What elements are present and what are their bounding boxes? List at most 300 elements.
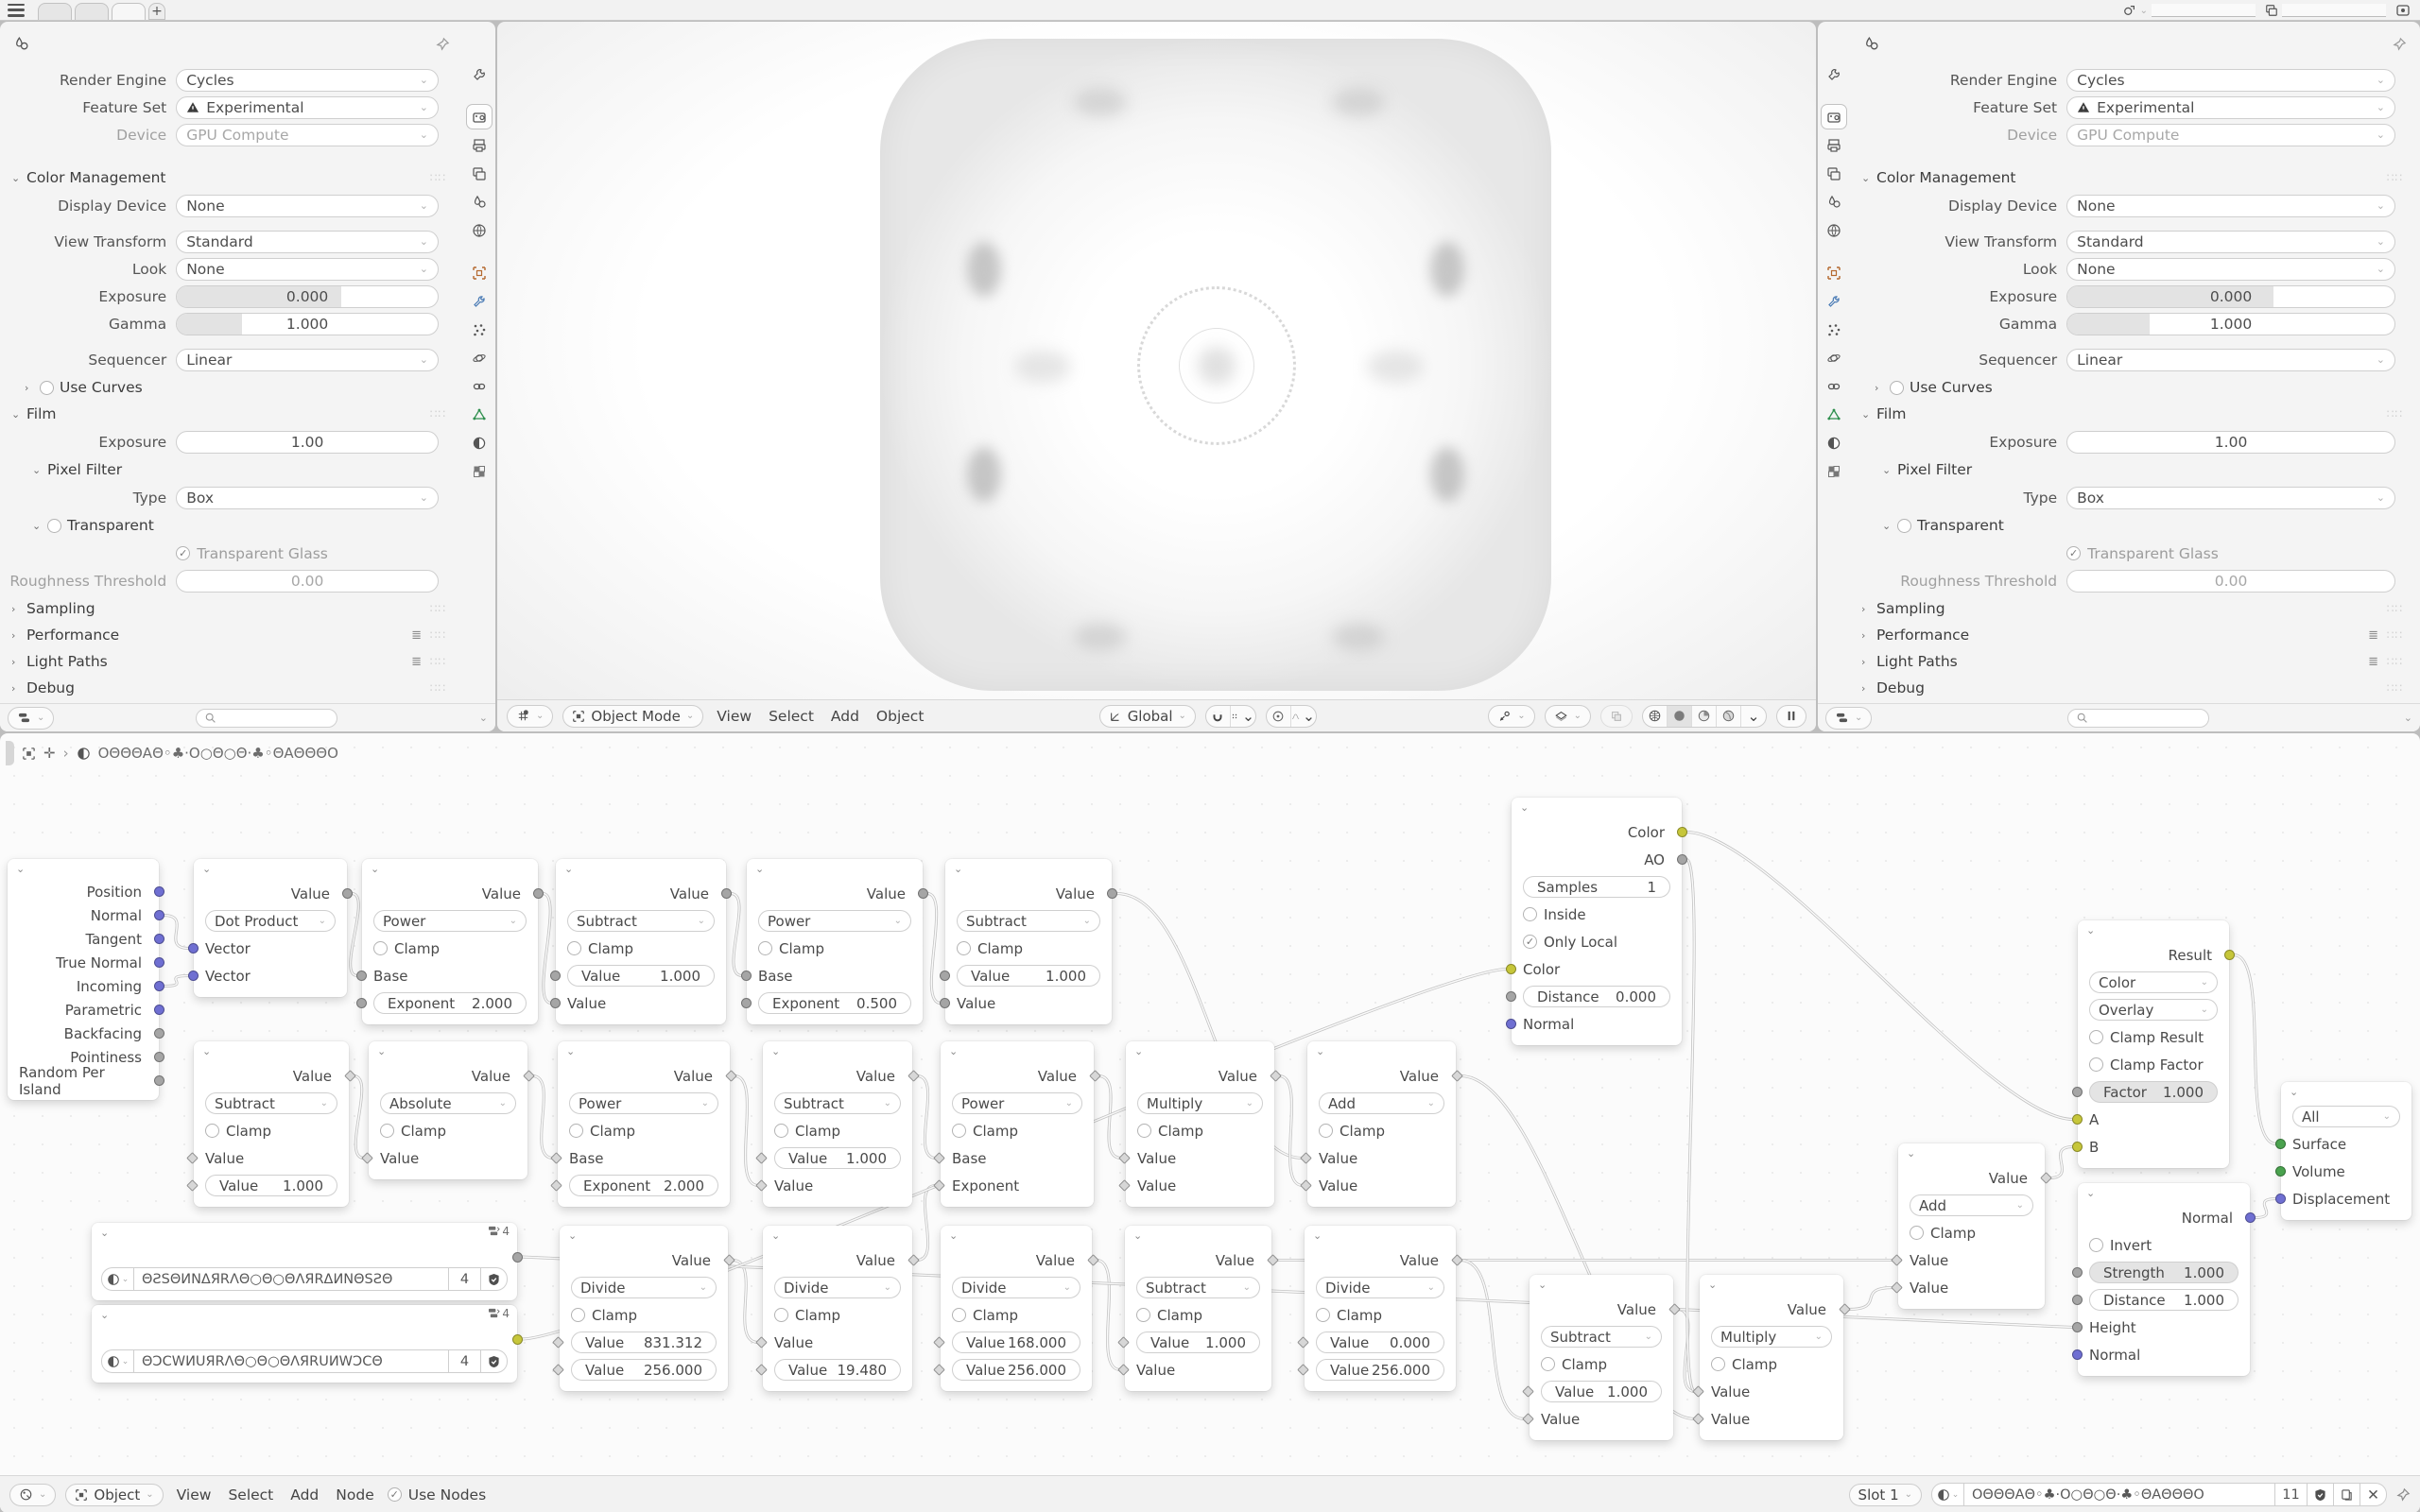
node-power3[interactable] [558,1041,730,1207]
node-header[interactable] [1512,798,1682,818]
output-socket[interactable] [154,1028,164,1039]
node-power2[interactable] [747,859,923,1024]
node-header[interactable] [558,1041,730,1062]
properties-tab-world[interactable] [1821,217,1847,243]
output-socket[interactable] [154,957,164,968]
checkbox-icon[interactable] [567,941,581,955]
footer-dropdown-icon[interactable]: ⌄ [478,712,488,724]
workspace-tab-1[interactable] [38,3,72,20]
use-nodes-checkbox[interactable]: ✓ Use Nodes [388,1486,486,1503]
node-ao[interactable] [1512,798,1682,1045]
node-power4[interactable] [941,1041,1094,1207]
collapse-chevron-icon[interactable]: ⌄ [100,1309,110,1321]
node-header[interactable] [8,859,159,880]
add-workspace-button[interactable]: + [148,3,165,20]
datablock-user-count[interactable]: 4 [449,1349,481,1373]
menu-view[interactable]: View [717,707,752,725]
output-socket[interactable] [1677,827,1687,837]
properties-tab-output[interactable] [466,132,493,158]
operation-select[interactable] [1319,1092,1444,1114]
properties-tab-viewlayer[interactable] [466,161,493,186]
node-header[interactable] [763,1226,912,1246]
collapse-chevron-icon[interactable]: ⌄ [2086,1187,2096,1199]
section-use-curves[interactable] [0,374,463,401]
value-field[interactable] [774,1147,901,1169]
input-socket[interactable] [2072,1267,2083,1278]
input-socket[interactable] [356,971,367,981]
section-color-management[interactable] [1850,164,2420,191]
overlays-toggle[interactable]: ⌄ [1545,705,1591,728]
output-socket[interactable] [2224,950,2235,960]
node-menu-select[interactable]: Select [228,1486,274,1503]
node-header[interactable] [194,1041,349,1062]
node-header[interactable] [1700,1275,1843,1296]
collapse-chevron-icon[interactable]: ⌄ [566,1045,576,1057]
material-browse-button[interactable]: ⌄ [1931,1483,1963,1506]
transform-orientation[interactable]: Global ⌄ [1099,705,1196,728]
input-socket[interactable] [2072,1322,2083,1332]
pin-context-icon[interactable]: ✛ [43,745,56,762]
mode-selector[interactable]: Object Mode ⌄ [562,705,703,728]
input-socket[interactable] [2275,1139,2286,1149]
collapse-chevron-icon[interactable]: ⌄ [202,863,212,875]
operation-select[interactable] [373,910,527,932]
node-header[interactable] [1305,1226,1456,1246]
editor-type-button[interactable]: ⌄ [507,705,553,728]
workspace-tab-3[interactable] [112,3,146,20]
input-socket[interactable] [940,971,950,981]
properties-search-input[interactable] [196,709,337,728]
material-user-count[interactable]: 11 [2275,1483,2308,1506]
menu-select[interactable]: Select [769,707,814,725]
prop-select-look[interactable] [176,258,439,281]
node-divide1[interactable] [560,1226,728,1391]
value-field[interactable] [1523,876,1670,898]
collapse-chevron-icon[interactable]: ⌄ [755,863,765,875]
properties-tab-texture[interactable] [1821,458,1847,484]
value-field[interactable] [2089,1262,2238,1283]
checkbox-icon[interactable] [1523,907,1537,921]
prop-slider-gamma[interactable] [176,313,439,335]
node-header[interactable] [747,859,923,880]
checkbox-icon[interactable] [1910,1226,1924,1240]
node-header[interactable] [560,1226,728,1246]
material-slot-selector[interactable]: Slot 1 ⌄ [1849,1484,1922,1506]
output-socket[interactable] [918,888,928,899]
input-socket[interactable] [550,971,561,981]
properties-tab-object[interactable] [1821,260,1847,285]
properties-tab-tool[interactable] [466,61,493,87]
section-transparent[interactable] [1850,512,2420,539]
node-header[interactable] [941,1226,1092,1246]
operation-select[interactable] [758,910,911,932]
operation-select[interactable] [1541,1326,1662,1348]
operation-select[interactable] [952,1092,1082,1114]
prop-field-exposure[interactable] [2066,431,2395,454]
collapse-chevron-icon[interactable]: ⌄ [1313,1229,1322,1242]
prop-select-device[interactable] [2066,124,2395,146]
node-add1[interactable] [1307,1041,1456,1207]
node-header[interactable] [1898,1143,2045,1164]
prop-select-render-engine[interactable] [176,69,439,92]
datablock-user-count[interactable]: 4 [449,1267,481,1291]
collapse-chevron-icon[interactable]: ⌄ [1538,1279,1547,1291]
node-subtract3[interactable] [194,1041,349,1207]
editor-type-button-shader[interactable]: ⌄ [9,1484,56,1506]
checkbox-icon[interactable] [380,1124,394,1138]
prop-select-look[interactable] [2066,258,2395,281]
node-subtract4[interactable] [763,1041,912,1207]
value-field[interactable] [2089,1081,2218,1103]
transparent-glass-checkbox[interactable] [176,541,439,566]
node-header[interactable] [763,1041,912,1062]
section-debug[interactable] [0,675,463,701]
input-socket[interactable] [188,971,199,981]
node-multiply1[interactable] [1126,1041,1274,1207]
prop-select-display-device[interactable] [176,195,439,217]
viewport-3d[interactable] [497,22,1816,731]
node-header[interactable] [369,1041,527,1062]
value-field[interactable] [571,1359,717,1381]
input-socket[interactable] [2072,1114,2083,1125]
operation-select[interactable] [569,1092,718,1114]
collapse-chevron-icon[interactable]: ⌄ [377,1045,387,1057]
checkbox-icon[interactable] [2089,1238,2103,1252]
section-film[interactable] [0,401,463,427]
output-socket[interactable] [154,1005,164,1015]
output-socket[interactable] [154,910,164,920]
node-power1[interactable] [362,859,538,1024]
properties-tab-scene[interactable] [466,189,493,215]
operation-select[interactable] [952,1277,1080,1298]
output-socket[interactable] [154,934,164,944]
prop-field-roughness-threshold[interactable] [176,570,439,593]
show-gizmo-toggle[interactable]: ⌄ [1488,705,1534,728]
operation-select[interactable] [957,910,1100,932]
properties-tab-data[interactable] [1821,402,1847,427]
collapse-chevron-icon[interactable]: ⌄ [2086,924,2096,936]
shading-mode-switch[interactable]: ⌄ [1642,705,1767,728]
value-field[interactable] [1316,1332,1444,1353]
section-checkbox[interactable] [40,381,54,395]
operation-select[interactable] [1316,1277,1444,1298]
checkbox-icon[interactable] [774,1124,788,1138]
prop-slider-exposure[interactable] [2066,285,2395,308]
node-header[interactable] [92,1305,517,1326]
node-header[interactable] [556,859,726,880]
section-light-paths[interactable] [0,648,463,675]
image-datablock-icon[interactable]: ⌄ [101,1349,133,1373]
value-field[interactable] [952,1359,1080,1381]
section-pixel-filter[interactable] [0,456,463,483]
section-use-curves[interactable] [1850,374,2420,401]
output-socket[interactable] [512,1252,523,1263]
operation-select[interactable] [205,910,336,932]
node-geometry[interactable] [8,859,159,1100]
section-color-management[interactable] [0,164,463,191]
value-field[interactable] [205,1175,337,1196]
output-socket[interactable] [721,888,732,899]
node-header[interactable] [1125,1226,1271,1246]
material-name-field[interactable]: ΟΘΘΘΑΘ◦♣·Ο○Θ○Θ·♣◦ΘΑΘΘΘΟ [1963,1483,2275,1506]
pause-render-button[interactable] [1776,705,1806,728]
collapse-chevron-icon[interactable]: ⌄ [949,1045,959,1057]
output-socket[interactable] [1677,854,1687,865]
node-divide3[interactable] [941,1226,1092,1391]
preset-list-icon[interactable]: ≣ [2368,654,2378,669]
checkbox-icon[interactable] [758,941,772,955]
checkbox-icon[interactable] [569,1124,583,1138]
preset-list-icon[interactable]: ≣ [411,627,422,643]
node-header[interactable] [2281,1082,2411,1103]
checkbox-icon[interactable] [957,941,971,955]
pin-properties-icon[interactable] [2393,37,2407,51]
output-socket[interactable] [342,888,353,899]
prop-select-type[interactable] [176,487,439,509]
section-debug[interactable] [1850,675,2420,701]
properties-tab-particles[interactable] [466,317,493,342]
prop-select-display-device[interactable] [2066,195,2395,217]
checkbox-icon[interactable] [1137,1124,1151,1138]
input-socket[interactable] [1506,1019,1516,1029]
view-layer-selector[interactable] [2265,4,2386,17]
node-divide4[interactable] [1305,1226,1456,1391]
collapse-chevron-icon[interactable]: ⌄ [564,863,574,875]
node-menu-view[interactable]: View [176,1486,212,1503]
node-header[interactable] [92,1223,517,1244]
node-output[interactable] [2281,1082,2411,1220]
prop-select-sequencer[interactable] [176,349,439,371]
prop-select-render-engine[interactable] [2066,69,2395,92]
value-field[interactable] [569,1175,718,1196]
section-checkbox[interactable] [1890,381,1904,395]
collapse-chevron-icon[interactable]: ⌄ [1520,801,1530,814]
checkbox-icon[interactable] [373,941,388,955]
section-light-paths[interactable] [1850,648,2420,675]
properties-tab-particles[interactable] [1821,317,1847,342]
xray-toggle[interactable] [1600,705,1633,728]
input-socket[interactable] [1506,991,1516,1002]
section-film[interactable] [1850,401,2420,427]
prop-slider-exposure[interactable] [176,285,439,308]
properties-search-input[interactable] [2067,709,2209,728]
prop-select-feature-set[interactable] [2066,96,2395,119]
operation-select[interactable] [1711,1326,1832,1348]
value-field[interactable] [1523,986,1670,1007]
prop-field-roughness-threshold[interactable] [2066,570,2395,593]
input-socket[interactable] [741,998,752,1008]
section-sampling[interactable] [0,595,463,622]
properties-tab-physics[interactable] [1821,345,1847,370]
node-mix[interactable] [2078,920,2229,1168]
checkbox-icon[interactable] [952,1124,966,1138]
checkbox-icon[interactable] [774,1308,788,1322]
unlink-material-button[interactable]: ✕ [2360,1483,2387,1506]
input-socket[interactable] [356,998,367,1008]
properties-tab-modifiers[interactable] [466,288,493,314]
shader-type-selector[interactable]: Object ⌄ [65,1484,163,1506]
checkbox-icon[interactable] [1316,1308,1330,1322]
node-menu-node[interactable]: Node [336,1486,374,1503]
workspace-tab-2[interactable] [75,3,109,20]
output-socket[interactable] [154,1052,164,1062]
collapse-chevron-icon[interactable]: ⌄ [16,863,26,875]
output-socket[interactable] [2245,1212,2256,1223]
value-field[interactable] [957,965,1100,987]
prop-select-sequencer[interactable] [2066,349,2395,371]
value-field[interactable] [2089,1289,2238,1311]
collapse-chevron-icon[interactable]: ⌄ [100,1227,110,1239]
input-socket[interactable] [2072,1349,2083,1360]
checkbox-icon[interactable] [1541,1357,1555,1371]
collapse-chevron-icon[interactable]: ⌄ [1134,1045,1144,1057]
node-subtract6[interactable] [1530,1275,1673,1440]
checkbox-icon[interactable] [1136,1308,1150,1322]
output-socket[interactable] [533,888,544,899]
properties-tab-output[interactable] [1821,132,1847,158]
prop-select-view-transform[interactable] [176,231,439,253]
section-performance[interactable] [0,622,463,648]
prop-field-exposure[interactable] [176,431,439,454]
node-header[interactable] [2078,920,2229,941]
input-socket[interactable] [2275,1194,2286,1204]
node-header[interactable] [1530,1275,1673,1296]
preset-list-icon[interactable]: ≣ [2368,627,2378,643]
shader-node-editor[interactable] [0,733,2420,1512]
operation-select[interactable] [1136,1277,1260,1298]
pin-icon[interactable] [2396,1487,2411,1502]
region-toggle-tab[interactable] [6,741,14,765]
properties-tab-tool[interactable] [1821,61,1847,87]
viewport-canvas[interactable] [497,22,1816,699]
input-socket[interactable] [1506,964,1516,974]
operation-select[interactable] [571,1277,717,1298]
node-header[interactable] [1307,1041,1456,1062]
input-socket[interactable] [550,998,561,1008]
operation-select[interactable] [774,1092,901,1114]
operation-select[interactable] [1137,1092,1263,1114]
collapse-chevron-icon[interactable]: ⌄ [1907,1147,1916,1160]
properties-tab-material[interactable] [1821,430,1847,455]
properties-tab-data[interactable] [466,402,493,427]
image-datablock-icon[interactable]: ⌄ [101,1267,133,1291]
checkbox-icon[interactable] [1319,1124,1333,1138]
value-field[interactable] [1541,1381,1662,1402]
value-field[interactable] [774,1359,901,1381]
collapse-chevron-icon[interactable]: ⌄ [771,1229,781,1242]
node-group2[interactable] [92,1305,517,1383]
properties-tab-physics[interactable] [466,345,493,370]
node-add2[interactable] [1898,1143,2045,1309]
properties-editor-type-button[interactable]: ⌄ [1825,707,1872,730]
operation-select[interactable] [205,1092,337,1114]
node-header[interactable] [1126,1041,1274,1062]
operation-select[interactable] [1910,1194,2033,1216]
footer-dropdown-icon[interactable]: ⌄ [2403,712,2412,724]
properties-tab-texture[interactable] [466,458,493,484]
input-socket[interactable] [2072,1295,2083,1305]
node-subtract1[interactable] [556,859,726,1024]
app-menu-icon[interactable] [8,4,25,17]
input-socket[interactable] [741,971,752,981]
output-socket[interactable] [154,886,164,897]
input-socket[interactable] [940,998,950,1008]
operation-select[interactable] [567,910,715,932]
node-absolute[interactable] [369,1041,527,1179]
properties-tab-render[interactable] [1821,104,1847,129]
node-menu-add[interactable]: Add [290,1486,320,1503]
properties-tab-modifiers[interactable] [1821,288,1847,314]
node-subtract2[interactable] [945,859,1112,1024]
properties-tab-viewlayer[interactable] [1821,161,1847,186]
pin-properties-icon[interactable] [436,37,450,51]
render-layers-icon[interactable] [2395,3,2411,18]
properties-tab-object[interactable] [466,260,493,285]
input-socket[interactable] [2072,1142,2083,1152]
checkbox-icon[interactable] [205,1124,219,1138]
datablock-name-field[interactable]: ΘƧSΘИNΔЯRΛΘ○Θ○ΘΛЯRΔИNΘSƧΘ [133,1267,449,1291]
menu-object[interactable]: Object [875,707,925,725]
prop-select-view-transform[interactable] [2066,231,2395,253]
new-material-button[interactable] [2334,1483,2360,1506]
operation-select[interactable] [2292,1106,2400,1127]
section-pixel-filter[interactable] [1850,456,2420,483]
properties-tab-constraints[interactable] [466,373,493,399]
checkbox-icon[interactable] [571,1308,585,1322]
prop-slider-gamma[interactable] [2066,313,2395,335]
output-socket[interactable] [154,1075,164,1086]
properties-editor-type-button[interactable]: ⌄ [8,707,54,730]
prop-select-feature-set[interactable] [176,96,439,119]
node-multiply2[interactable] [1700,1275,1843,1440]
input-socket[interactable] [2072,1087,2083,1097]
transparent-glass-checkbox[interactable] [2066,541,2395,566]
collapse-chevron-icon[interactable]: ⌄ [568,1229,578,1242]
input-socket[interactable] [2275,1166,2286,1177]
collapse-chevron-icon[interactable]: ⌄ [771,1045,781,1057]
section-transparent[interactable] [0,512,463,539]
node-dotproduct[interactable] [194,859,347,997]
fake-user-shield-button[interactable] [2308,1483,2334,1506]
collapse-chevron-icon[interactable]: ⌄ [954,863,963,875]
fake-user-shield-button[interactable] [481,1267,508,1291]
checkbox-icon[interactable]: ✓ [1523,935,1537,949]
operation-select[interactable] [774,1277,901,1298]
section-checkbox[interactable] [47,519,61,533]
prop-select-device[interactable] [176,124,439,146]
properties-tab-scene[interactable] [1821,189,1847,215]
value-field[interactable] [1136,1332,1260,1353]
preset-list-icon[interactable]: ≣ [411,654,422,669]
section-performance[interactable] [1850,622,2420,648]
node-subtract5[interactable] [1125,1226,1271,1391]
node-bump[interactable] [2078,1183,2250,1376]
snap-controls[interactable] [1205,705,1256,728]
output-socket[interactable] [154,981,164,991]
node-group1[interactable] [92,1223,517,1300]
collapse-chevron-icon[interactable]: ⌄ [371,863,380,875]
node-header[interactable] [941,1041,1094,1062]
value-field[interactable] [758,992,911,1014]
input-socket[interactable] [188,943,199,954]
node-header[interactable] [194,859,347,880]
fake-user-shield-button[interactable] [481,1349,508,1373]
output-socket[interactable] [512,1334,523,1345]
section-checkbox[interactable] [1897,519,1911,533]
node-header[interactable] [945,859,1112,880]
properties-tab-material[interactable] [466,430,493,455]
prop-select-type[interactable] [2066,487,2395,509]
